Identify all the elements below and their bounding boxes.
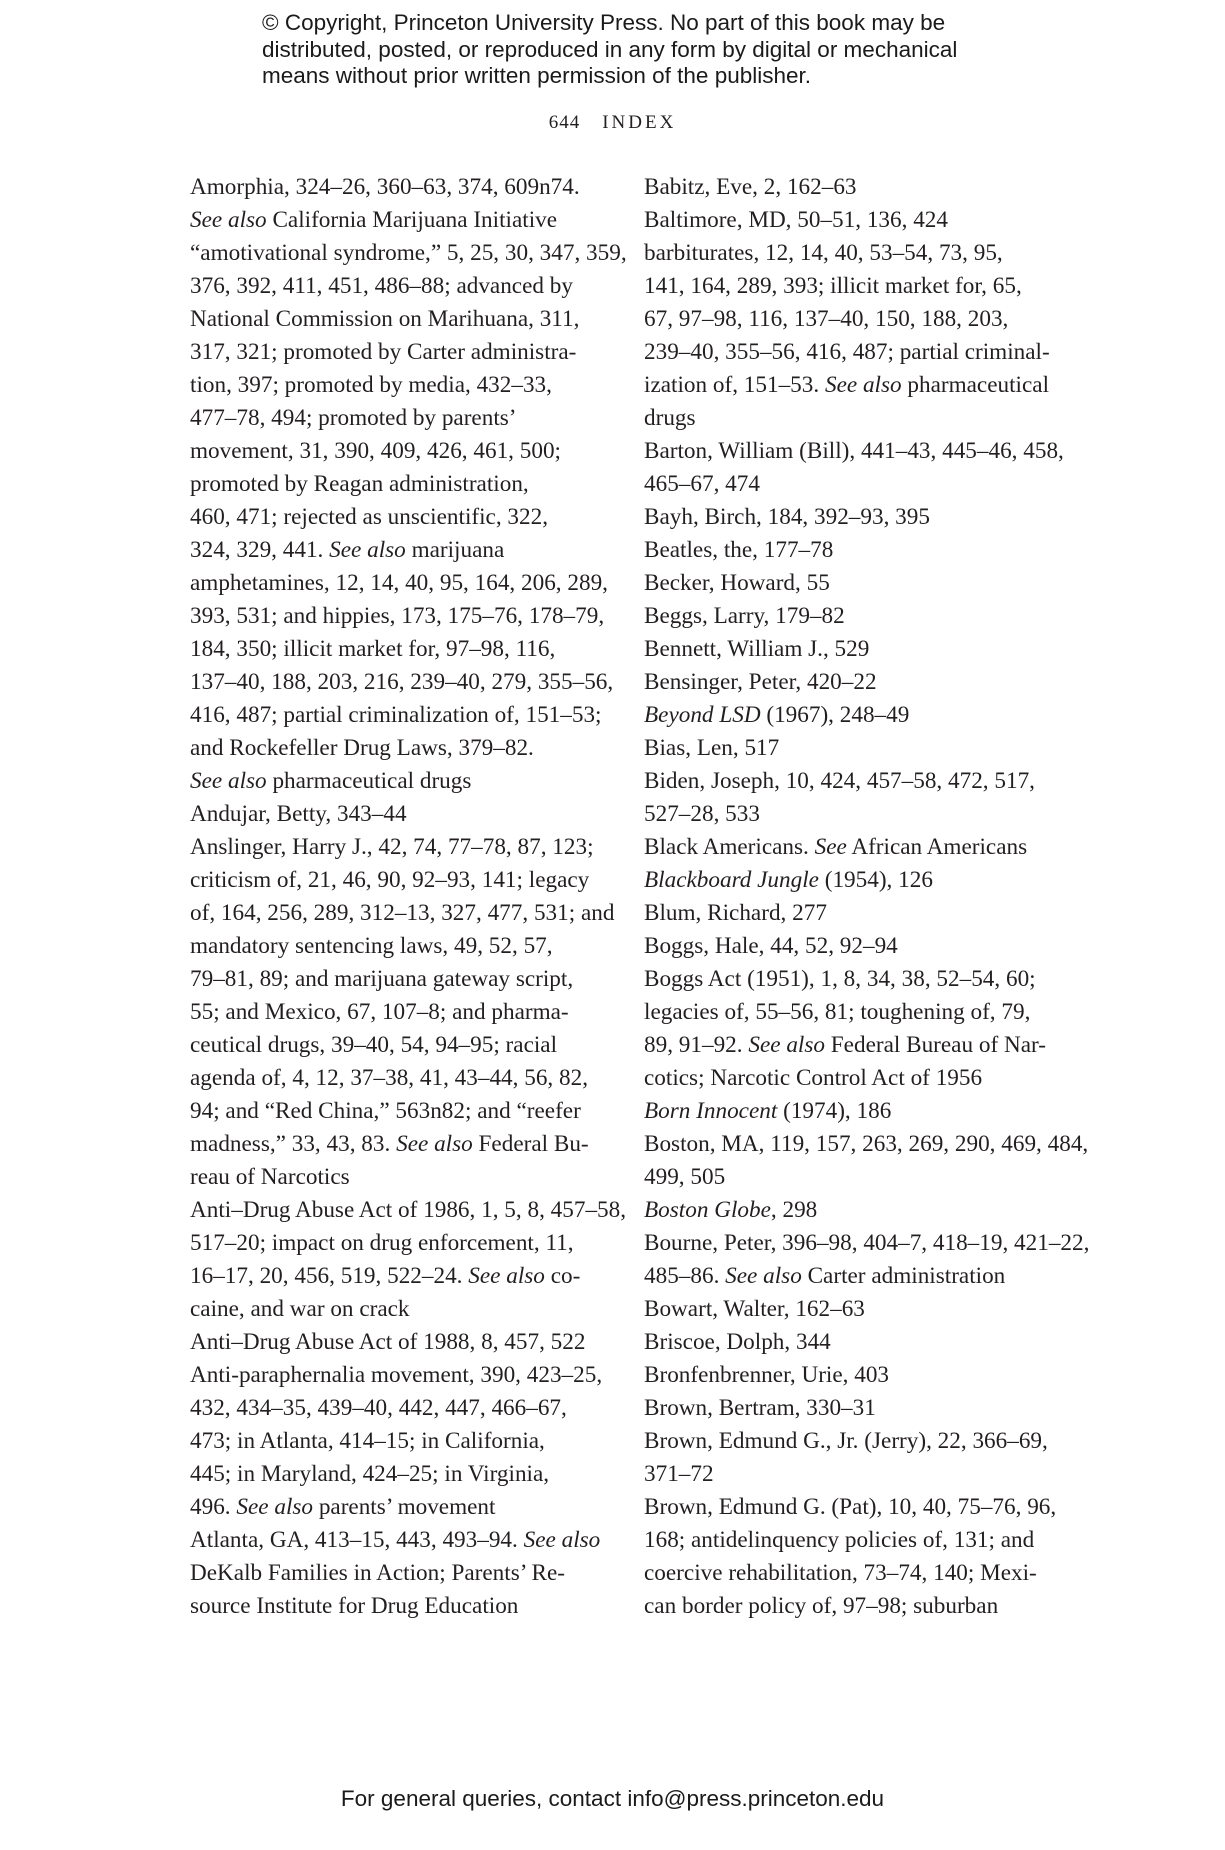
index-entry-line: See also California Marijuana Initiative [190, 207, 558, 233]
index-entry-line: Beyond LSD (1967), 248–49 [644, 702, 910, 728]
index-entry-line: 94; and “Red China,” 563n82; and “reefer [190, 1098, 581, 1124]
index-entry-line: Blum, Richard, 277 [644, 900, 827, 926]
page-number: 644 [548, 112, 581, 133]
index-entry-line: 168; antidelinquency policies of, 131; and [644, 1527, 1035, 1553]
index-entry-line: reau of Narcotics [190, 1164, 350, 1190]
index-entry-line: Boston, MA, 119, 157, 263, 269, 290, 469, 484, [644, 1131, 1089, 1157]
index-entry [190, 567, 614, 798]
index-entry-line: 376, 392, 411, 451, 486–88; advanced by [190, 273, 573, 299]
index-entry-line: Andujar, Betty, 343–44 [190, 801, 407, 827]
index-entry-line: 317, 321; promoted by Carter administra- [190, 339, 577, 365]
copyright-notice [262, 10, 1022, 90]
index-entry-line: Anti–Drug Abuse Act of 1988, 8, 457, 522 [190, 1329, 586, 1355]
index-entry-line: 432, 434–35, 439–40, 442, 447, 466–67, [190, 1395, 567, 1421]
index-entry [190, 1326, 602, 1359]
copyright-line: distributed, posted, or reproduced in any form by digital or mechanical [262, 36, 958, 62]
index-entry-line: Bayh, Birch, 184, 392–93, 395 [644, 504, 930, 530]
index-entry-line: caine, and war on crack [190, 1296, 410, 1322]
index-entry [644, 930, 1062, 963]
index-entry-line: and Rockefeller Drug Laws, 379–82. [190, 735, 534, 761]
index-entry-line: 137–40, 188, 203, 216, 239–40, 279, 355–56, [190, 669, 614, 695]
index-entry [644, 1227, 1090, 1293]
index-entry [644, 534, 1062, 567]
index-entry-line: 184, 350; illicit market for, 97–98, 116, [190, 636, 556, 662]
index-entry [644, 765, 1062, 831]
index-entry-line: Bennett, William J., 529 [644, 636, 870, 662]
index-entry [190, 171, 602, 237]
index-entry [644, 1425, 1062, 1491]
index-entry-line: 416, 487; partial criminalization of, 151–53; [190, 702, 602, 728]
index-entry-line: 16–17, 20, 456, 519, 522–24. See also co- [190, 1263, 581, 1289]
index-entry-line: National Commission on Marihuana, 311, [190, 306, 580, 332]
footer-contact: For general queries, contact info@press.princeton.edu [340, 1786, 885, 1811]
index-entry-line: Bourne, Peter, 396–98, 404–7, 418–19, 421–22, [644, 1230, 1090, 1256]
index-entry-line: 55; and Mexico, 67, 107–8; and pharma- [190, 999, 569, 1025]
index-entry [644, 1359, 1062, 1392]
index-entry [644, 237, 1062, 435]
index-entry-line: 393, 531; and hippies, 173, 175–76, 178–79, [190, 603, 605, 629]
index-entry-line: Bowart, Walter, 162–63 [644, 1296, 865, 1322]
index-entry-line: cotics; Narcotic Control Act of 1956 [644, 1065, 983, 1091]
index-entry-line: “amotivational syndrome,” 5, 25, 30, 347, 359, [190, 240, 627, 266]
index-entry [644, 666, 1062, 699]
index-entry [190, 237, 627, 567]
index-entry-line: 527–28, 533 [644, 801, 760, 827]
index-entry-line: Black Americans. See African Americans [644, 834, 1028, 860]
index-entry [644, 567, 1062, 600]
index-entry-line: 89, 91–92. See also Federal Bureau of Nar- [644, 1032, 1046, 1058]
index-entry [644, 501, 1062, 534]
copyright-line: means without prior written permission of the publisher. [262, 63, 812, 88]
index-entry-line: amphetamines, 12, 14, 40, 95, 164, 206, 289, [190, 570, 608, 596]
index-entry-line: Anti-paraphernalia movement, 390, 423–25, [190, 1362, 603, 1388]
index-entry-line: 517–20; impact on drug enforcement, 11, [190, 1230, 574, 1256]
index-entry-line: mandatory sentencing laws, 49, 52, 57, [190, 933, 553, 959]
index-entry-line: 460, 471; rejected as unscientific, 322, [190, 504, 549, 530]
index-entry-line: tion, 397; promoted by media, 432–33, [190, 372, 552, 398]
index-entry-line: drugs [644, 405, 696, 431]
index-entry-line: Briscoe, Dolph, 344 [644, 1329, 831, 1355]
index-entry-line: Brown, Edmund G. (Pat), 10, 40, 75–76, 96, [644, 1494, 1057, 1520]
index-entry-line: Beggs, Larry, 179–82 [644, 603, 845, 629]
index-entry [644, 1491, 1062, 1623]
index-entry-line: madness,” 33, 43, 83. See also Federal Bu- [190, 1131, 589, 1157]
index-entry [644, 1293, 1062, 1326]
index-entry-line: Boggs, Hale, 44, 52, 92–94 [644, 933, 898, 959]
index-entry-line: Amorphia, 324–26, 360–63, 374, 609n74. [190, 174, 580, 200]
index-entry-line: 445; in Maryland, 424–25; in Virginia, [190, 1461, 550, 1487]
index-entry [644, 633, 1062, 666]
index-column-right [644, 171, 1090, 1623]
index-entry-line: Boggs Act (1951), 1, 8, 34, 38, 52–54, 60; [644, 966, 1036, 992]
index-entry-line: movement, 31, 390, 409, 426, 461, 500; [190, 438, 561, 464]
index-entry-line: agenda of, 4, 12, 37–38, 41, 43–44, 56, 82, [190, 1065, 589, 1091]
index-entry [644, 1128, 1089, 1194]
index-entry-line: coercive rehabilitation, 73–74, 140; Mexi- [644, 1560, 1037, 1586]
index-entry-line: promoted by Reagan administration, [190, 471, 529, 497]
index-entry-line: 499, 505 [644, 1164, 726, 1190]
index-entry [644, 204, 1062, 237]
index-entry-line: Bensinger, Peter, 420–22 [644, 669, 877, 695]
index-entry-line: Brown, Bertram, 330–31 [644, 1395, 876, 1421]
index-entry-line: 496. See also parents’ movement [190, 1494, 496, 1520]
index-entry [644, 1326, 1062, 1359]
index-entry [190, 1359, 602, 1524]
index-entry-line: DeKalb Families in Action; Parents’ Re- [190, 1560, 566, 1586]
index-entry-line: of, 164, 256, 289, 312–13, 327, 477, 531; and [190, 900, 615, 926]
index-entry-line: 477–78, 494; promoted by parents’ [190, 405, 517, 431]
index-entry-line: ceutical drugs, 39–40, 54, 94–95; racial [190, 1032, 558, 1058]
running-head [0, 112, 1225, 134]
index-entry-line: legacies of, 55–56, 81; toughening of, 79, [644, 999, 1031, 1025]
index-entry [644, 435, 1062, 501]
index-entry-line: Beatles, the, 177–78 [644, 537, 834, 563]
index-entry [644, 732, 1062, 765]
index-entry-line: Biden, Joseph, 10, 424, 457–58, 472, 517, [644, 768, 1035, 794]
index-entry-line: Barton, William (Bill), 441–43, 445–46, 458, [644, 438, 1064, 464]
index-entry-line: 473; in Atlanta, 414–15; in California, [190, 1428, 545, 1454]
index-entry [644, 831, 1062, 864]
index-entry-line: Becker, Howard, 55 [644, 570, 830, 596]
index-entry [644, 963, 1062, 1095]
index-entry-line: Brown, Edmund G., Jr. (Jerry), 22, 366–69, [644, 1428, 1048, 1454]
index-entry-line: Baltimore, MD, 50–51, 136, 424 [644, 207, 948, 233]
index-entry [190, 798, 602, 831]
index-entry-line: Bias, Len, 517 [644, 735, 780, 761]
index-column-left [190, 171, 627, 1623]
index-entry-line: 485–86. See also Carter administration [644, 1263, 1006, 1289]
index-entry-line: Born Innocent (1974), 186 [644, 1098, 892, 1124]
index-entry-line: barbiturates, 12, 14, 40, 53–54, 73, 95, [644, 240, 1003, 266]
index-entry [644, 864, 1062, 897]
index-entry-line: 371–72 [644, 1461, 714, 1487]
copyright-line: © Copyright, Princeton University Press. No part of this book may be [262, 10, 946, 35]
index-entry-line: Blackboard Jungle (1954), 126 [644, 867, 933, 893]
index-entry [190, 1524, 602, 1623]
index-entry [644, 171, 1062, 204]
index-entry-line: 79–81, 89; and marijuana gateway script, [190, 966, 574, 992]
index-entry-line: Bronfenbrenner, Urie, 403 [644, 1362, 890, 1388]
index-entry-line: Atlanta, GA, 413–15, 443, 493–94. See also [190, 1527, 601, 1553]
index-entry-line: ization of, 151–53. See also pharmaceutical [644, 372, 1050, 398]
index-entry [644, 600, 1062, 633]
index-entry-line: Boston Globe, 298 [644, 1197, 818, 1223]
index-entry-line: Babitz, Eve, 2, 162–63 [644, 174, 857, 200]
index-entry-line: 67, 97–98, 116, 137–40, 150, 188, 203, [644, 306, 1009, 332]
index-entry [644, 1095, 1062, 1128]
index-entry-line: 465–67, 474 [644, 471, 760, 497]
index-entry [644, 1392, 1062, 1425]
index-entry-line: can border policy of, 97–98; suburban [644, 1593, 999, 1619]
index-entry-line: See also pharmaceutical drugs [190, 768, 472, 794]
index-entry-line: 141, 164, 289, 393; illicit market for, 65, [644, 273, 1022, 299]
index-entry-line: Anti–Drug Abuse Act of 1986, 1, 5, 8, 457–58, [190, 1197, 627, 1223]
index-entry [644, 699, 1062, 732]
index-entry-line: criticism of, 21, 46, 90, 92–93, 141; legacy [190, 867, 590, 893]
index-entry [190, 831, 615, 1194]
index-entry-line: 324, 329, 441. See also marijuana [190, 537, 505, 563]
index-entry [644, 1194, 1062, 1227]
section-title: INDEX [602, 112, 677, 133]
index-entry [644, 897, 1062, 930]
index-entry-line: 239–40, 355–56, 416, 487; partial criminal- [644, 339, 1050, 365]
index-entry [190, 1194, 627, 1326]
index-entry-line: Anslinger, Harry J., 42, 74, 77–78, 87, 123; [190, 834, 594, 860]
index-entry-line: source Institute for Drug Education [190, 1593, 519, 1619]
